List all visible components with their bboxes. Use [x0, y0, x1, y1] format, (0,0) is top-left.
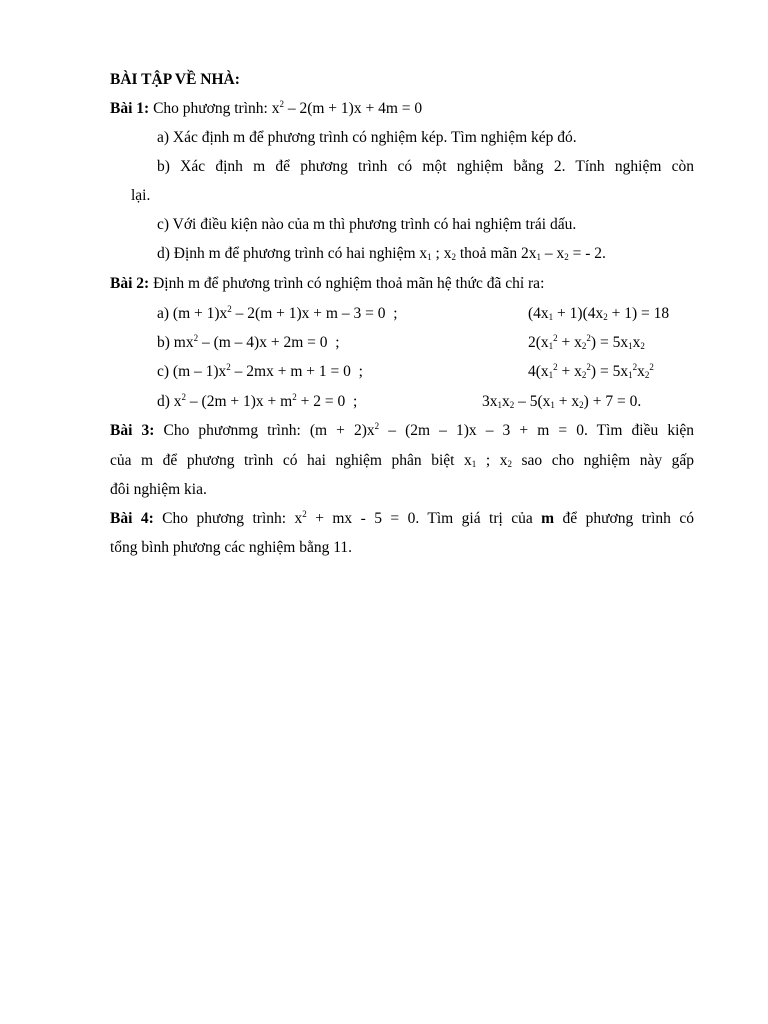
exercise-2-part-a: a) $(m + 1)x^2 - 2(m + 1)x + m - 3 = 0$ ;	[157, 304, 398, 322]
exercise-1-part-b: b) Xác định m để phương trình có một nghiệm bằng 2. Tính nghiệm còn	[157, 158, 694, 175]
exercise-2-condition-d: $3x_1x_2 - 5(x_1 + x_2) + 7 = 0$.	[482, 393, 642, 410]
exercise-1-part-c: c) Với điều kiện nào của m thì phương trình có hai nghiệm trái dấu.	[157, 216, 577, 233]
exercise-3-line-2: của m để phương trình có hai nghiệm phân biệt $x_1$ ; $x_2$ sao cho nghiệm này gấp	[110, 452, 695, 469]
exercise-4-line-2: tổng bình phương các nghiệm bằng 11.	[110, 539, 353, 556]
exercise-2-condition-b: $2(x_1^2 + x_2^2) = 5x_1x_2$	[528, 333, 645, 351]
exercise-2-part-d: d) $x^2 - (2m + 1)x + m^2 + 2 = 0$ ;	[157, 392, 358, 410]
exercise-2-title: Bài 2: Định m để phương trình có nghiệm thoả mãn hệ thức đã chỉ ra:	[110, 275, 545, 292]
exercise-2-part-b: b) $mx^2 - (m - 4)x + 2m = 0$ ;	[157, 333, 340, 351]
exercise-4-line-1: Bài 4: Cho phương trình: $x^2$ + mx - 5 = 0. Tìm giá trị của m để phương trình có	[110, 509, 694, 527]
exercise-1-part-b-cont: lại.	[131, 187, 151, 204]
exercise-1-part-d: d) Định m để phương trình có hai nghiệm $x_1$ ; $x_2$ thoả mãn $2x_1 - x_2$ = - 2.	[157, 245, 606, 262]
heading: BÀI TẬP VỀ NHÀ:	[110, 71, 240, 88]
exercise-1-part-a: a) Xác định m để phương trình có nghiệm kép. Tìm nghiệm kép đó.	[157, 129, 577, 146]
exercise-2-condition-a: $(4x_1 + 1)(4x_2 + 1) = 18$	[528, 305, 670, 322]
exercise-2-part-c: c) $(m - 1)x^2 - 2mx + m + 1 = 0$ ;	[157, 362, 363, 380]
exercise-3-line-3: đôi nghiệm kia.	[110, 481, 207, 498]
exercise-2-condition-c: $4(x_1^2 + x_2^2) = 5x_1^2x_2^2$	[528, 362, 654, 380]
exercise-1-title: Bài 1: Cho phương trình: $x^2 - 2(m + 1)x + 4m = 0$	[110, 99, 423, 117]
exercise-3-line-1: Bài 3: Cho phươnmg trình: $(m + 2)x^2 - (2m - 1)x - 3 + m = 0$. Tìm điều kiện	[110, 421, 695, 439]
